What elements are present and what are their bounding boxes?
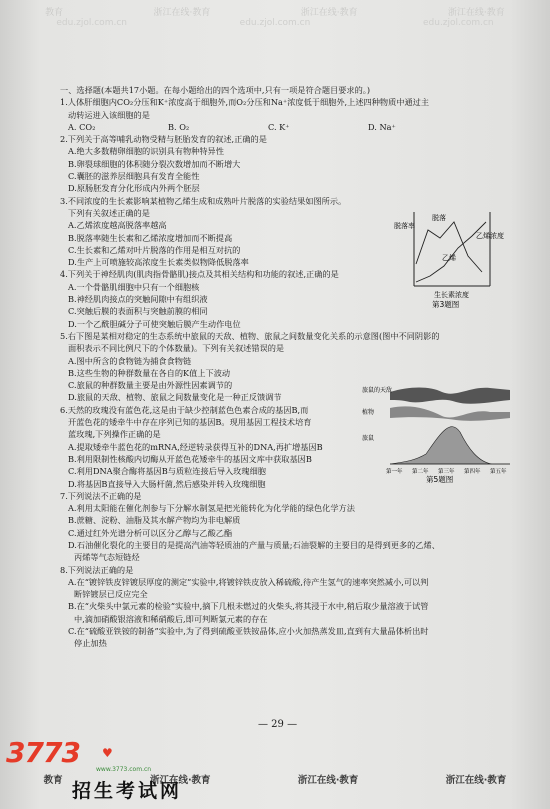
y-axis-label-right: 乙烯浓度 [476, 232, 504, 240]
option: C.囊胚的滋养层细胞具有发育全能性 [68, 171, 200, 182]
q3-stem: 3.不同浓度的生长素影响某植物乙烯生成和成熟叶片脱落的实验结果如图所示。 [60, 195, 347, 206]
watermark-text: 浙江在线·教育 [297, 775, 359, 786]
option: D.一个乙酰胆碱分子可使突触后膜产生动作电位 [68, 318, 241, 329]
q4-stem: 4.下列关于神经肌肉(肌肉指骨骼肌)接点及其相关结构和功能的叙述,正确的是 [60, 269, 339, 280]
option-cont: 断锌镀层已反应完全 [74, 589, 148, 600]
q1-stem: 1.人体肝细胞内CO₂分压和K⁺浓度高于细胞外,而O₂分压和Na⁺浓度低于细胞外,上述四种物质中通过主 [60, 97, 430, 108]
site-logo-url: www.3773.com.cn [96, 766, 152, 773]
abscission-curve [416, 222, 482, 272]
year-label: 第四年 [464, 469, 481, 475]
watermark-text: 浙江在线·教育 [300, 7, 358, 18]
ethylene-curve [416, 222, 486, 282]
option: D.将基因B直接导入大肠杆菌,然后感染并转入玫瑰细胞 [68, 478, 266, 489]
band-label: 旅鼠 [362, 435, 375, 442]
curve-label: 乙烯 [442, 254, 456, 262]
option: D.原肠胚发育分化形成内外两个胚层 [68, 183, 200, 194]
year-label: 第二年 [412, 469, 429, 475]
option: A.绝大多数精卵细胞的识别具有物种特异性 [68, 146, 224, 157]
option: C.突触后膜的表面积与突触前膜的相同 [68, 306, 208, 317]
year-label: 第三年 [438, 469, 455, 475]
option: D.生产上可喷施较高浓度生长素类似物降低脱落率 [68, 257, 249, 268]
option: A.图中所含的食物链为捕食食物链 [68, 355, 192, 366]
option-cont: 中,滴加硝酸银溶液和稀硝酸后,即可判断氯元素的存在 [74, 613, 268, 624]
q3-stem-cont: 下列有关叙述正确的是 [68, 207, 150, 218]
q6-stem-cont: 开蓝色花的矮牵牛中存在序列已知的基因B。现用基因工程技术培育 [68, 417, 312, 428]
option: C. K⁺ [268, 121, 290, 132]
option: A.在“镀锌铁皮锌镀层厚度的测定”实验中,将镀锌铁皮放入稀硫酸,待产生氢气的速率突然减小,可以判 [68, 576, 429, 587]
option: A.乙烯浓度越高脱落率越高 [68, 220, 167, 231]
q1-stem-cont: 动转运进入该细胞的是 [68, 109, 150, 120]
q6-stem: 6.天然的玫瑰没有蓝色花,这是由于缺少控制蓝色色素合成的基因B,而 [60, 404, 309, 415]
year-label: 第一年 [386, 469, 403, 475]
option: A.一个骨骼肌细胞中只有一个细胞核 [68, 281, 200, 292]
option: A.利用太阳能在催化剂参与下分解水制氢是把光能转化为化学能的绿色化学方法 [68, 503, 355, 514]
option: D.石油催化裂化的主要目的是提高汽油等轻质油的产量与质量;石油裂解的主要目的是得到更多的乙烯、 [68, 539, 440, 550]
y-axis-label-left: 脱落率 [394, 222, 415, 230]
q1-options [60, 121, 510, 133]
option: B.神经肌肉接点的突触间隙中有组织液 [68, 294, 208, 305]
year-label: 第五年 [490, 469, 507, 475]
option: A. CO₂ [68, 121, 96, 132]
band-label: 植物 [362, 409, 375, 416]
watermark-url: edu.zjol.com.cn [422, 18, 494, 28]
watermark-url-row [0, 18, 550, 28]
option: D.旅鼠的天敌、植物、旅鼠之间数量变化是一种正反馈调节 [68, 392, 282, 403]
option: B.在“火柴头中氯元素的检验”实验中,摘下几根未燃过的火柴头,将其浸于水中,稍后取少量溶液于试管 [68, 601, 429, 612]
x-axis-label: 生长素浓度 [434, 291, 469, 299]
watermark-top [0, 4, 550, 18]
watermark-text: 教育 [43, 775, 63, 786]
site-logo-number: 3773 [6, 736, 80, 769]
page-number: — 29 — [258, 719, 298, 730]
curve-label: 脱落 [432, 214, 446, 222]
option: C.通过红外光谱分析可以区分乙醇与乙酸乙酯 [68, 527, 233, 538]
option: B.卵裂球细胞的体积随分裂次数增加而不断增大 [68, 158, 241, 169]
heart-icon: ♥ [102, 746, 113, 760]
watermark-url: edu.zjol.com.cn [56, 18, 127, 28]
exam-content [60, 84, 510, 650]
q8-stem: 8.下列说法正确的是 [60, 564, 134, 575]
option: B.这些生物的种群数量在各自的K值上下波动 [68, 367, 231, 378]
q5-stem: 5.右下图是某相对稳定的生态系统中旅鼠的天敌、植物、旅鼠之间数量变化关系的示意图(图中不同阴影的 [60, 330, 440, 341]
option: C.生长素和乙烯对叶片脱落的作用是相互对抗的 [68, 244, 241, 255]
watermark-text: 浙江在线·教育 [149, 775, 211, 786]
option: B.利用限制性核酸内切酶从开蓝色花矮牵牛的基因文库中获取基因B [68, 453, 312, 464]
plant-band [390, 406, 510, 420]
option: B. O₂ [168, 121, 190, 132]
watermark-text: 浙江在线·教育 [153, 7, 211, 18]
figure-caption: 第3题图 [432, 300, 460, 308]
predator-band [390, 388, 510, 404]
option-cont: 停止加热 [74, 638, 107, 649]
option: D. Na⁺ [368, 121, 396, 132]
figure-caption: 第5题图 [426, 475, 454, 483]
option: C.利用DNA聚合酶将基因B与质粒连接后导入玫瑰细胞 [68, 466, 266, 477]
option-cont: 丙烯等气态短链烃 [74, 552, 140, 563]
option: C.在“硫酸亚铁铵的制备”实验中,为了得到硫酸亚铁铵晶体,应小火加热蒸发皿,直到有大量晶体析出时 [68, 626, 429, 637]
option: B.脱落率随生长素和乙烯浓度增加而不断提高 [68, 232, 233, 243]
q6-stem-cont: 蓝玫瑰,下列操作正确的是 [68, 429, 161, 440]
q7-stem: 7.下列说法不正确的是 [60, 490, 142, 501]
watermark-text: 浙江在线·教育 [447, 7, 505, 18]
q5-stem-cont: 面积表示不同比例尺下的个体数量)。下列有关叙述错误的是 [68, 343, 285, 354]
q3-figure [392, 208, 507, 308]
band-label: 旅鼠的天敌 [362, 387, 393, 394]
q2-stem: 2.下列关于高等哺乳动物受精与胚胎发育的叙述,正确的是 [60, 134, 267, 145]
watermark-text: 浙江在线·教育 [445, 775, 507, 786]
section-header: 一、选择题(本题共17小题。在每小题给出的四个选项中,只有一项是符合题目要求的。) [60, 85, 371, 95]
option: C.旅鼠的种群数量主要是由外源性因素调节的 [68, 380, 233, 391]
watermark-url: edu.zjol.com.cn [239, 18, 311, 28]
lemming-area [390, 427, 510, 464]
option: A.提取矮牵牛蓝色花的mRNA,经逆转录获得互补的DNA,再扩增基因B [68, 441, 323, 452]
site-logo-text: 招生考试网 [72, 780, 183, 802]
q5-figure [360, 378, 520, 483]
option: B.蔗糖、淀粉、油脂及其水解产物均为非电解质 [68, 515, 241, 526]
watermark-text: 教育 [45, 7, 64, 18]
